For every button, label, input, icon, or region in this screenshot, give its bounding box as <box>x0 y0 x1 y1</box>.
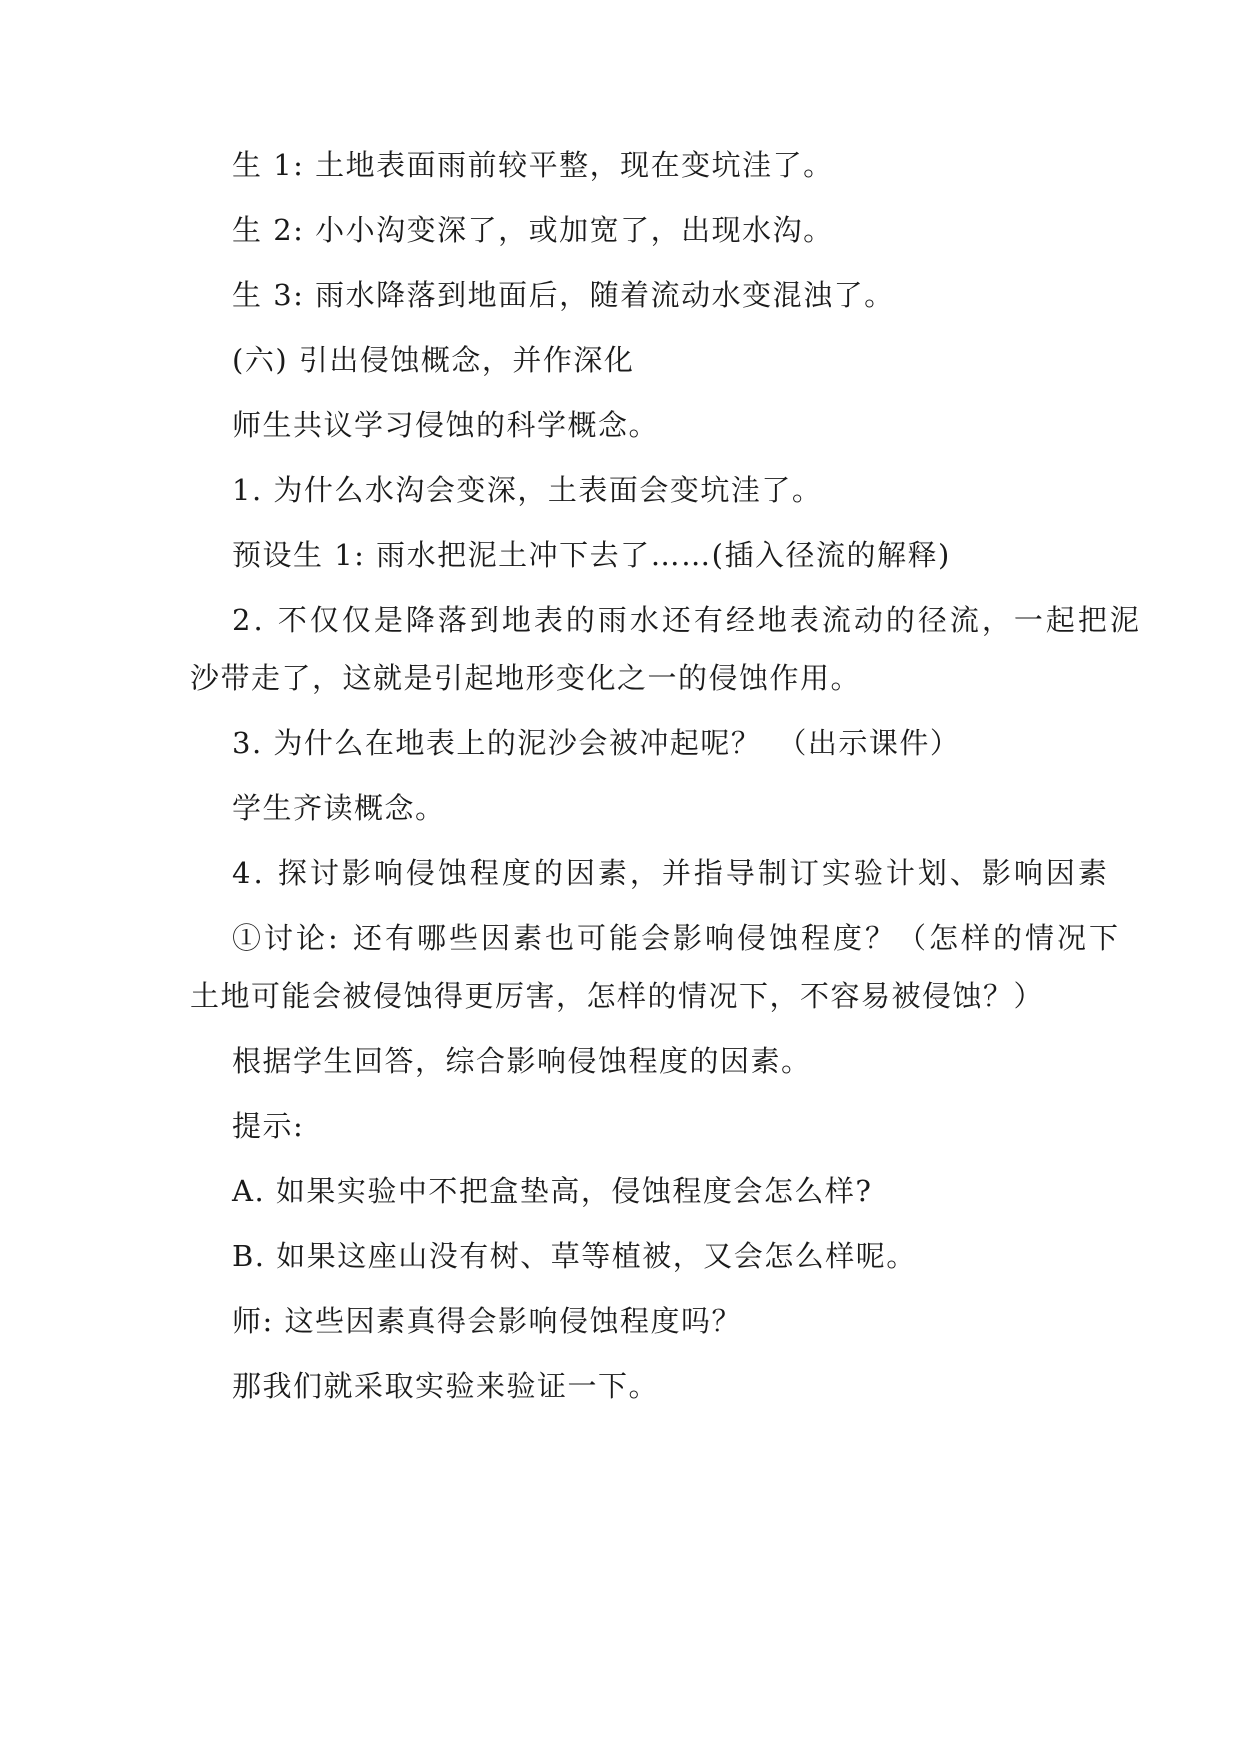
numbered-item-1: 1. 为什么水沟会变深，土表面会变坑洼了。 <box>232 473 823 507</box>
discussion-item-continued: 土地可能会被侵蚀得更厉害，怎样的情况下，不容易被侵蚀？） <box>190 979 1045 1013</box>
discussion-item: ①讨论: 还有哪些因素也可能会影响侵蚀程度？（怎样的情况下 <box>232 921 1121 955</box>
hint-item-b: B. 如果这座山没有树、草等植被，又会怎么样呢。 <box>232 1239 917 1273</box>
student-answer-3: 生 3: 雨水降落到地面后，随着流动水变混浊了。 <box>232 278 895 312</box>
student-answer-1: 生 1: 土地表面雨前较平整，现在变坑洼了。 <box>232 148 834 182</box>
numbered-item-3: 3. 为什么在地表上的泥沙会被冲起呢？ （出示课件） <box>232 726 961 760</box>
numbered-item-2: 2. 不仅仅是降落到地表的雨水还有经地表流动的径流，一起把泥 <box>232 603 1142 637</box>
paragraph: 师生共议学习侵蚀的科学概念。 <box>232 408 660 442</box>
numbered-item-2-continued: 沙带走了，这就是引起地形变化之一的侵蚀作用。 <box>190 661 862 695</box>
hint-item-a: A. 如果实验中不把盒垫高，侵蚀程度会怎么样? <box>232 1174 873 1208</box>
teacher-question: 师: 这些因素真得会影响侵蚀程度吗？ <box>232 1304 742 1338</box>
student-answer-2: 生 2: 小小沟变深了，或加宽了，出现水沟。 <box>232 213 834 247</box>
section-heading: (六) 引出侵蚀概念，并作深化 <box>232 343 635 377</box>
numbered-item-4: 4. 探讨影响侵蚀程度的因素，并指导制订实验计划、影响因素 <box>232 856 1110 890</box>
paragraph: 学生齐读概念。 <box>232 791 446 825</box>
paragraph: 预设生 1: 雨水把泥土冲下去了……(插入径流的解释) <box>232 538 951 572</box>
paragraph: 那我们就采取实验来验证一下。 <box>232 1369 660 1403</box>
hint-label: 提示: <box>232 1109 305 1143</box>
paragraph: 根据学生回答，综合影响侵蚀程度的因素。 <box>232 1044 812 1078</box>
